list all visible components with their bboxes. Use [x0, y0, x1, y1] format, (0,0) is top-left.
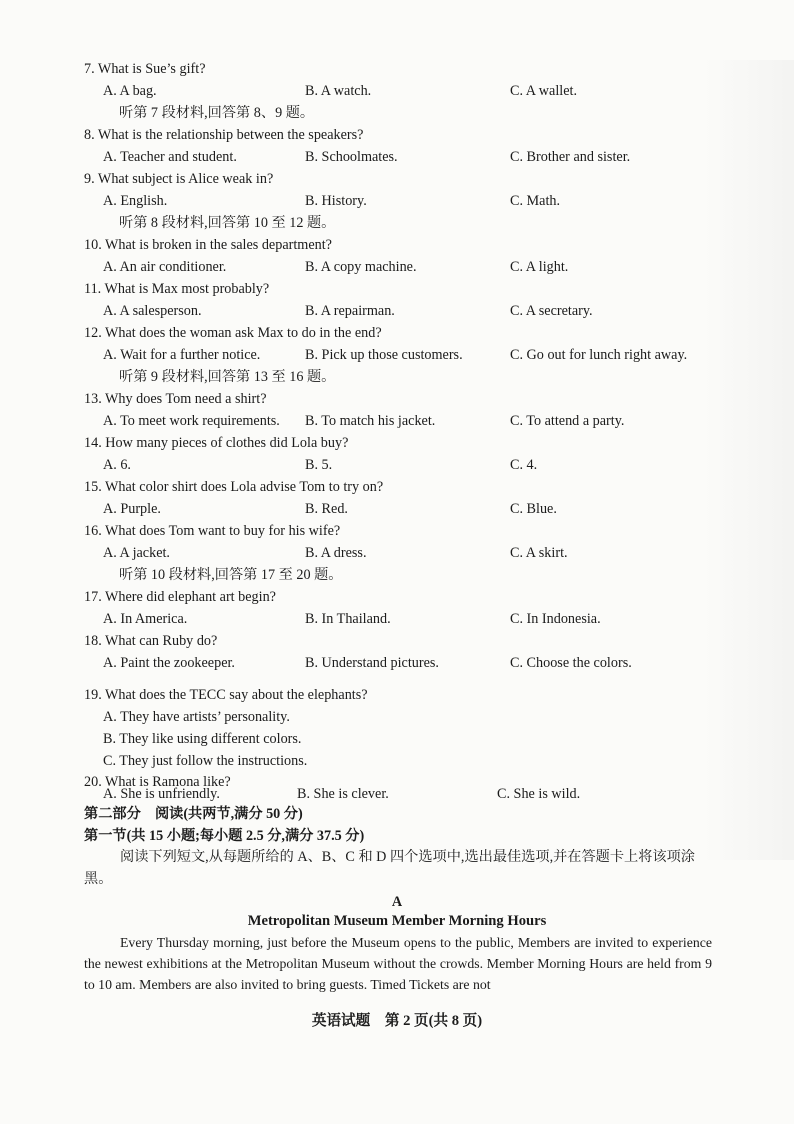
section-one-heading: 第一节(共 15 小题;每小题 2.5 分,满分 37.5 分)	[84, 828, 365, 844]
option-a: A. A jacket.	[103, 545, 170, 561]
question-stem: 16. What does Tom want to buy for his wife?	[84, 523, 341, 539]
option-a: A. An air conditioner.	[103, 259, 227, 275]
question-20-option-a: A. She is unfriendly.	[103, 786, 220, 802]
option-a: A. Wait for a further notice.	[103, 347, 261, 363]
option-b: B. A watch.	[305, 83, 372, 99]
section-intro: 听第 9 段材料,回答第 13 至 16 题。	[119, 369, 336, 385]
option-c: C. In Indonesia.	[510, 611, 601, 627]
option-c: C. Choose the colors.	[510, 655, 632, 671]
option-c: C. Blue.	[510, 501, 557, 517]
option-a: A. A salesperson.	[103, 303, 202, 319]
option-b: B. A repairman.	[305, 303, 395, 319]
option-c: C. Brother and sister.	[510, 149, 631, 165]
option-a: A. Teacher and student.	[103, 149, 237, 165]
option-b: B. Red.	[305, 501, 348, 517]
question-20-option-b: B. She is clever.	[297, 786, 389, 802]
question-19-option-a: A. They have artists’ personality.	[103, 709, 290, 725]
option-a: A. 6.	[103, 457, 131, 473]
question-stem: 14. How many pieces of clothes did Lola buy?	[84, 435, 349, 451]
part-two-heading: 第二部分 阅读(共两节,满分 50 分)	[84, 806, 303, 822]
question-20: 20. What is Ramona like?	[84, 774, 231, 790]
question-stem: 9. What subject is Alice weak in?	[84, 171, 274, 187]
section-intro: 听第 7 段材料,回答第 8、9 题。	[119, 105, 315, 121]
passage-paragraph: Every Thursday morning, just before the Museum opens to the public, Members are invited to experience the newest exhibitions at the Metropolitan Museum without the crowds. Member Morning Hours are held from 9 to 10 am. Members are also invited to bring guests. Timed Tickets are not	[84, 935, 712, 993]
option-a: A. In America.	[103, 611, 188, 627]
option-c: C. A wallet.	[510, 83, 577, 99]
option-b: B. A copy machine.	[305, 259, 417, 275]
option-c: C. A light.	[510, 259, 569, 275]
option-c: C. Math.	[510, 193, 561, 209]
option-b: B. A dress.	[305, 545, 367, 561]
question-stem: 18. What can Ruby do?	[84, 633, 218, 649]
option-a: A. A bag.	[103, 83, 157, 99]
option-c: C. Go out for lunch right away.	[510, 347, 688, 363]
reading-instructions: 阅读下列短文,从每题所给的 A、B、C 和 D 四个选项中,选出最佳选项,并在答题卡上将该项涂黑。	[84, 849, 695, 887]
question-stem: 8. What is the relationship between the speakers?	[84, 127, 364, 143]
section-intro: 听第 10 段材料,回答第 17 至 20 题。	[119, 567, 343, 583]
passage-letter: A	[391, 894, 403, 910]
question-stem: 12. What does the woman ask Max to do in the end?	[84, 325, 382, 341]
option-a: A. English.	[103, 193, 168, 209]
option-b: B. To match his jacket.	[305, 413, 436, 429]
question-20-option-c: C. She is wild.	[497, 786, 581, 802]
option-c: C. To attend a party.	[510, 413, 625, 429]
section-intro: 听第 8 段材料,回答第 10 至 12 题。	[119, 215, 336, 231]
option-b: B. 5.	[305, 457, 333, 473]
option-c: C. A secretary.	[510, 303, 593, 319]
option-c: C. 4.	[510, 457, 538, 473]
question-stem: 15. What color shirt does Lola advise Tom to try on?	[84, 479, 384, 495]
bleed-through-shadow	[704, 60, 794, 860]
question-stem: 17. Where did elephant art begin?	[84, 589, 276, 605]
option-b: B. History.	[305, 193, 367, 209]
option-b: B. Schoolmates.	[305, 149, 398, 165]
question-stem: 13. Why does Tom need a shirt?	[84, 391, 267, 407]
option-b: B. Understand pictures.	[305, 655, 439, 671]
question-stem: 7. What is Sue’s gift?	[84, 61, 206, 77]
option-b: B. Pick up those customers.	[305, 347, 463, 363]
option-a: A. To meet work requirements.	[103, 413, 280, 429]
question-stem: 11. What is Max most probably?	[84, 281, 270, 297]
option-a: A. Paint the zookeeper.	[103, 655, 235, 671]
option-c: C. A skirt.	[510, 545, 568, 561]
passage-title: Metropolitan Museum Member Morning Hours	[247, 913, 547, 929]
page-footer: 英语试题 第 2 页(共 8 页)	[311, 1013, 483, 1029]
question-19-option-b: B. They like using different colors.	[103, 731, 302, 747]
option-b: B. In Thailand.	[305, 611, 391, 627]
option-a: A. Purple.	[103, 501, 161, 517]
question-19-option-c: C. They just follow the instructions.	[103, 753, 308, 769]
question-19: 19. What does the TECC say about the elephants?	[84, 687, 368, 703]
question-stem: 10. What is broken in the sales department?	[84, 237, 332, 253]
